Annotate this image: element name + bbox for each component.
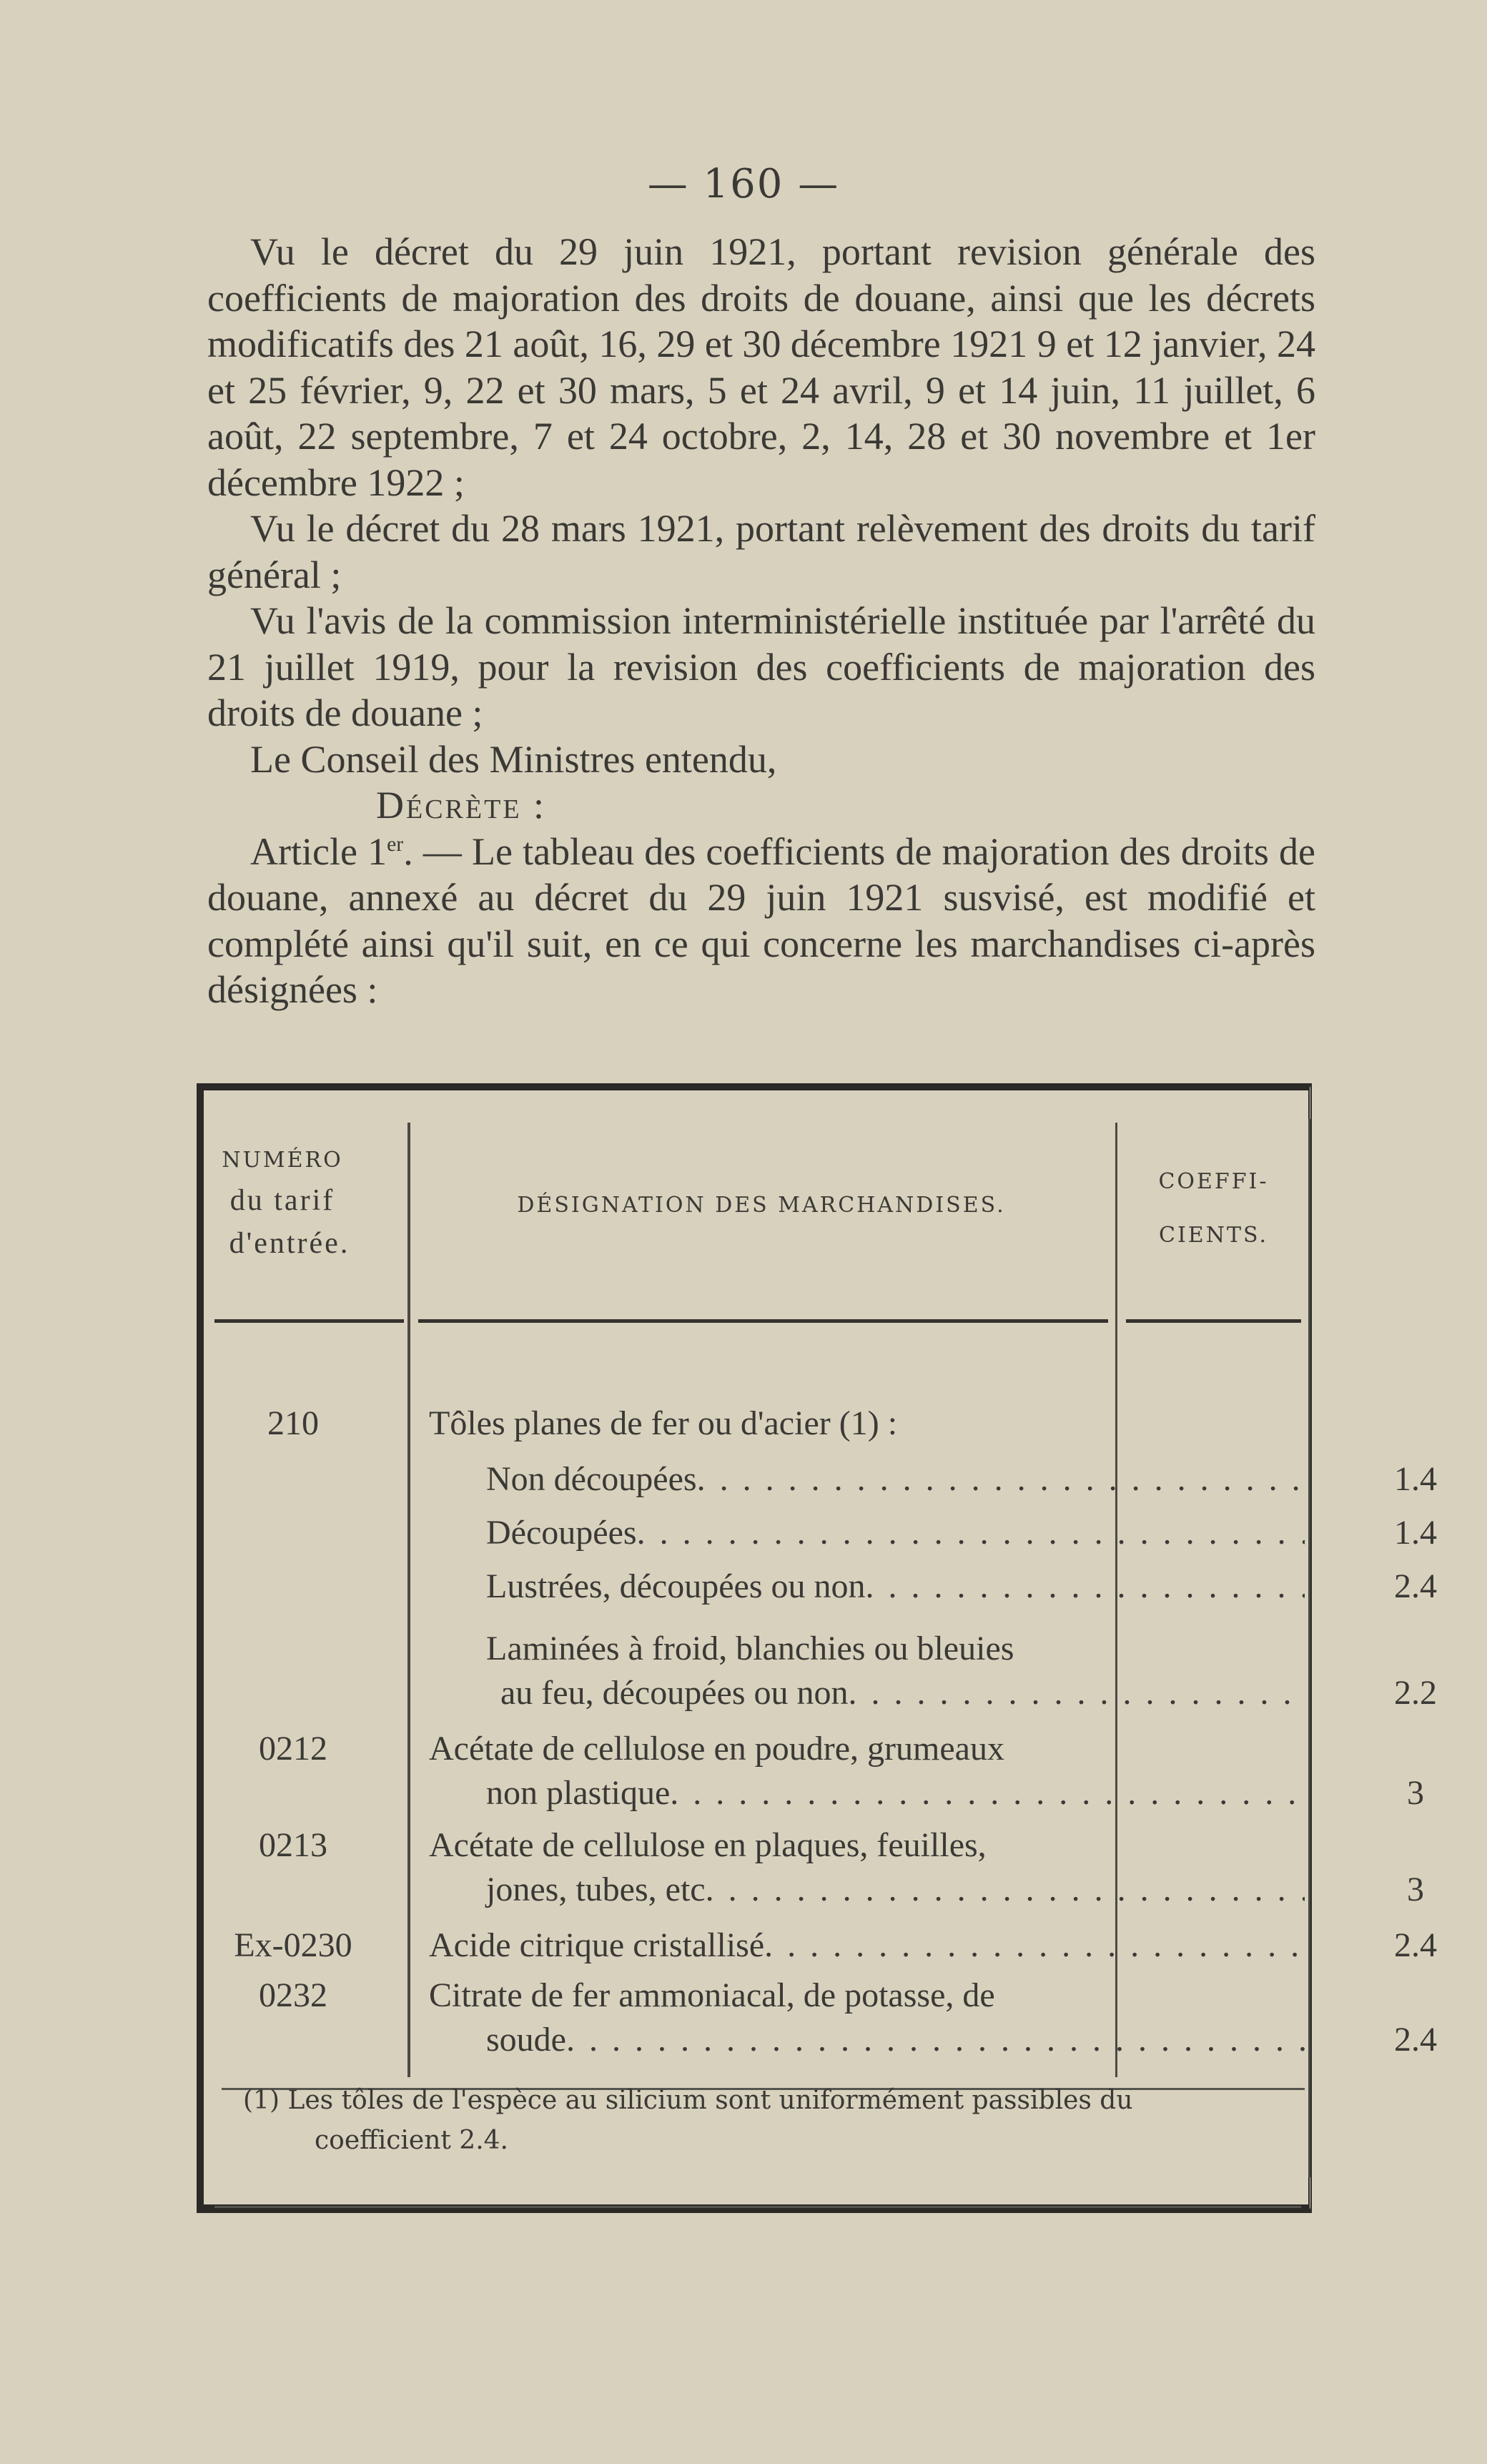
paragraph-conseil: Le Conseil des Ministres entendu,	[250, 737, 777, 781]
tariff-number: 0213	[259, 1826, 327, 1864]
designation: Acétate de cellulose en poudre, grumeaux non plastique . . .	[429, 1727, 1305, 1815]
coefficient: 2.2	[1394, 1674, 1437, 1712]
right-inner-rule	[1308, 1119, 1310, 2177]
designation: Citrate de fer ammoniacal, de potasse, de soude . . .	[429, 1973, 1305, 2062]
header-coef-1: COEFFI-	[1158, 1169, 1269, 1194]
header-rule-1	[214, 1319, 404, 1323]
column-divider-left	[407, 1123, 410, 2077]
coefficient: 1.4	[1394, 1514, 1437, 1552]
tariff-number: 0232	[259, 1976, 327, 2014]
coefficient: 1.4	[1394, 1460, 1437, 1498]
header-entree: d'entrée.	[229, 1227, 350, 1260]
paragraph-vu-avis: Vu l'avis de la commission interministérielle instituée par l'arrêté du 21 juillet 1919, pour la revision des coefficients de majoration des droits de douane ;	[207, 599, 1315, 734]
tariff-number: 210	[267, 1404, 319, 1442]
article-paragraph	[207, 829, 1315, 1013]
article-text: . — Le tableau des coefficients de majoration des droits de douane, annexé au décret du 29 juin 1921 susvisé, est modifié et complété ainsi qu'il suit, en ce qui concerne les marchandises ci-après désignées :	[207, 829, 1315, 1011]
header-coef-2: CIENTS.	[1159, 1223, 1268, 1248]
designation: Non découpées . . .	[486, 1457, 1305, 1502]
article-label: Article 1	[250, 829, 387, 873]
designation: Découpées . . .	[486, 1511, 1305, 1555]
designation: Acide citrique cristallisé . . .	[429, 1923, 1305, 1968]
designation: Laminées à froid, blanchies ou bleuies au feu, découpées ou non . . .	[486, 1627, 1305, 1715]
bottom-inner-rule	[214, 2206, 1301, 2208]
coefficient: 2.4	[1394, 1567, 1437, 1605]
header-rule-2	[418, 1319, 1108, 1323]
header-du-tarif: du tarif	[229, 1184, 335, 1217]
article-sup: er	[387, 832, 404, 856]
coefficient: 2.4	[1394, 2021, 1437, 2059]
header-designation: DÉSIGNATION DES MARCHANDISES.	[517, 1193, 1006, 1218]
designation: Tôles planes de fer ou d'acier (1) :	[429, 1404, 898, 1442]
paragraph-vu-decret-1921: Vu le décret du 29 juin 1921, portant revision générale des coefficients de majoration des droits de douane, ainsi que les décrets modificatifs des 21 août, 16, 29 et 30 décembre 1921 9 et 12 janvier, 24 et 25 février, 9, 22 et 30 mars, 5 et 24 avril, 9 et 14 juin, 11 juillet, 6 août, 22 septembre, 7 et 24 octobre, 2, 14, 28 et 30 novembre et 1er décembre 1922 ;	[207, 230, 1315, 504]
paragraph-vu-decret-mars: Vu le décret du 28 mars 1921, portant relèvement des droits du tarif général ;	[207, 507, 1315, 596]
designation: Lustrées, découpées ou non . . .	[486, 1564, 1305, 1609]
tariff-table	[197, 1083, 1437, 2213]
coefficient: 2.4	[1394, 1926, 1437, 1964]
header-numero: NUMÉRO	[222, 1148, 343, 1173]
page-number: — 160 —	[647, 161, 840, 207]
decree-text	[207, 229, 1315, 1013]
designation: Acétate de cellulose en plaques, feuilles, jones, tubes, etc . . .	[429, 1823, 1305, 1912]
footnote-line-1: (1) Les tôles de l'espèce au silicium sont uniformément passibles du	[243, 2086, 1133, 2115]
decree-heading: Décrète :	[376, 784, 547, 827]
footnote-line-2: coefficient 2.4.	[315, 2126, 509, 2155]
tariff-number: Ex-0230	[234, 1926, 352, 1964]
coefficient: 3	[1407, 1774, 1424, 1812]
coefficient: 3	[1407, 1871, 1424, 1908]
tariff-number: 0212	[259, 1730, 327, 1768]
table-footnote	[243, 2081, 1287, 2161]
header-rule-3	[1126, 1319, 1301, 1323]
